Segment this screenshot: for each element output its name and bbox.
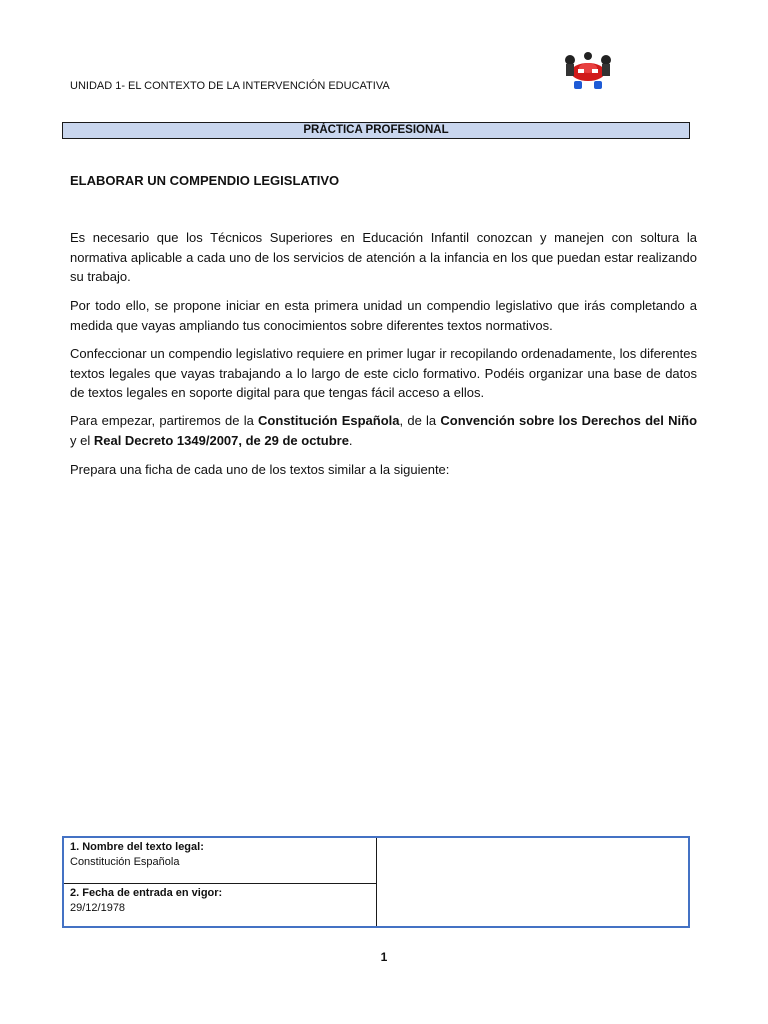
law-convencion: Convención sobre los Derechos del Niño xyxy=(440,413,698,428)
paragraph-start-text-2: , de la xyxy=(399,413,441,428)
ficha-label-nombre: 1. Nombre del texto legal: xyxy=(70,841,204,853)
law-constitucion: Constitución Española xyxy=(258,413,400,428)
page-number: 1 xyxy=(380,950,388,964)
paragraph-instruction: Prepara una ficha de cada uno de los textos similar a la siguiente: xyxy=(70,462,450,477)
section-title: ELABORAR UN COMPENDIO LEGISLATIVO xyxy=(70,173,340,188)
paragraph-method: Confeccionar un compendio legislativo requiere en primer lugar ir recopilando ordenadamente, los diferentes textos legales que vayas trabajando a lo largo de este ciclo formativo. Podéis organizar una base de datos de textos legales en soporte digital para que tengas fácil acceso a ellos. xyxy=(70,346,697,400)
ficha-value-fecha: 29/12/1978 xyxy=(70,902,126,914)
unit-title: UNIDAD 1- EL CONTEXTO DE LA INTERVENCIÓN EDUCATIVA xyxy=(70,80,390,92)
ficha-label-fecha: 2. Fecha de entrada en vigor: xyxy=(70,887,223,899)
ficha-value-nombre: Constitución Española xyxy=(70,856,180,868)
ficha-row-nombre xyxy=(64,838,376,884)
ficha-right-cell xyxy=(377,838,688,926)
paragraph-start-text-1: Para empezar, partiremos de la xyxy=(70,413,259,428)
law-real-decreto: Real Decreto 1349/2007, de 29 de octubre xyxy=(93,432,349,448)
paragraph-purpose: Por todo ello, se propone iniciar en esta primera unidad un compendio legislativo que irás completando a medida que vayas ampliando tus conocimientos sobre diferentes textos normativos. xyxy=(70,298,697,333)
ficha-row-fecha xyxy=(64,884,376,928)
paragraph-intro: Es necesario que los Técnicos Superiores en Educación Infantil conozcan y manejen con soltura la normativa aplicable a cada uno de los servicios de atención a la infancia en los que puedan estar realizando su trabajo. xyxy=(70,230,697,284)
practice-banner: PRÁCTICA PROFESIONAL xyxy=(62,122,690,139)
ficha-left-column xyxy=(64,838,377,926)
cartoon-logo-icon xyxy=(562,50,614,92)
paragraph-start-text-4: . xyxy=(348,432,353,448)
ficha-table xyxy=(62,836,690,928)
paragraph-start xyxy=(70,411,697,450)
paragraph-start-text-3: y el xyxy=(70,432,94,448)
